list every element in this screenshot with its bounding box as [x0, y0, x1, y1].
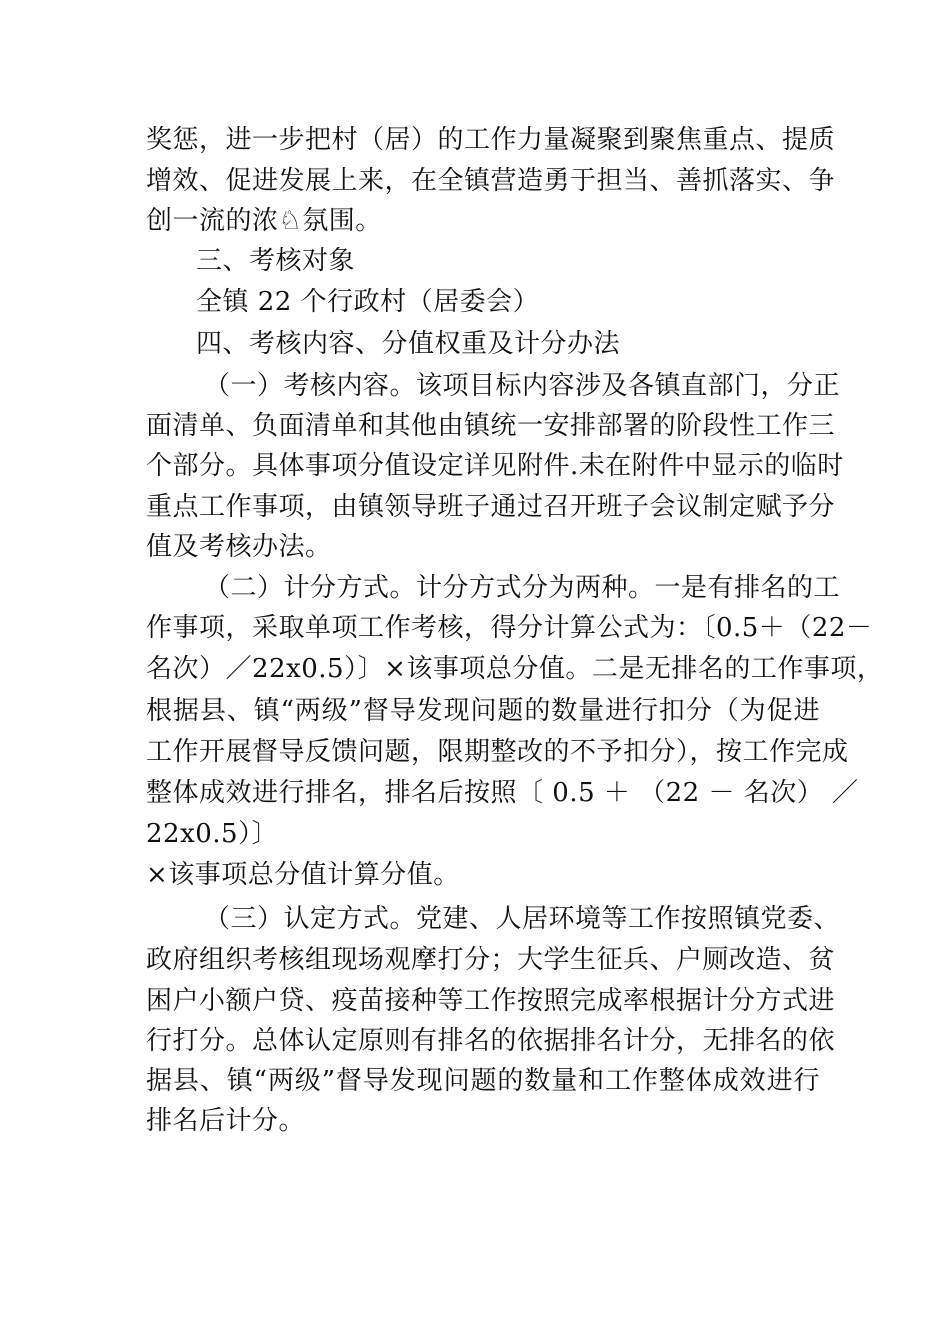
text-line: 根据县、镇“两级”督导发现问题的数量进行扣分（为促进 — [146, 696, 820, 726]
text-line: 困户小额户贷、疫苗接种等工作按照完成率根据计分方式进 — [146, 986, 836, 1016]
text-line: 个部分。具体事项分值设定详见附件.未在附件中显示的临时 — [146, 451, 844, 481]
text-line: 作事项，采取单项工作考核，得分计算公式为：〔0.5＋（22－ — [146, 613, 873, 643]
text-line: 22x0.5）〕 — [146, 819, 279, 849]
text-line: 增效、促进发展上来，在全镇营造勇于担当、善抓落实、争 — [146, 166, 836, 196]
section-heading: 四、考核内容、分值权重及计分办法 — [196, 329, 621, 359]
text-line: 名次）／22x0.5）〕×该事项总分值。二是无排名的工作事项， — [146, 654, 884, 684]
text-line: 创一流的浓♘氛围。 — [146, 206, 382, 236]
text-line: 整体成效进行排名，排名后按照〔 0.5 ＋ （22 － 名次） ／ — [146, 778, 859, 808]
text-line: 全镇 22 个行政村（居委会） — [196, 287, 540, 317]
text-line: 工作开展督导反馈问题，限期整改的不予扣分），按工作完成 — [146, 737, 849, 767]
text-line: ×该事项总分值计算分值。 — [146, 860, 460, 890]
text-line: 值及考核办法。 — [146, 532, 332, 562]
text-line: 行打分。总体认定原则有排名的依据排名计分，无排名的依 — [146, 1026, 836, 1056]
text-line: 面清单、负面清单和其他由镇统一安排部署的阶段性工作三 — [146, 411, 836, 441]
text-line: （一）考核内容。该项目标内容涉及各镇直部门，分正 — [204, 371, 841, 401]
section-heading: 三、考核对象 — [196, 246, 356, 276]
text-line: 政府组织考核组现场观摩打分；大学生征兵、户厕改造、贫 — [146, 945, 836, 975]
text-line: 奖惩，进一步把村（居）的工作力量凝聚到聚焦重点、提质 — [146, 125, 836, 155]
text-line: 重点工作事项，由镇领导班子通过召开班子会议制定赋予分 — [146, 492, 836, 522]
text-line: （二）计分方式。计分方式分为两种。一是有排名的工 — [204, 573, 841, 603]
text-line: 据县、镇“两级”督导发现问题的数量和工作整体成效进行 — [146, 1066, 820, 1096]
text-line: 排名后计分。 — [146, 1106, 306, 1136]
text-line: （三）认定方式。党建、人居环境等工作按照镇党委、 — [204, 904, 841, 934]
